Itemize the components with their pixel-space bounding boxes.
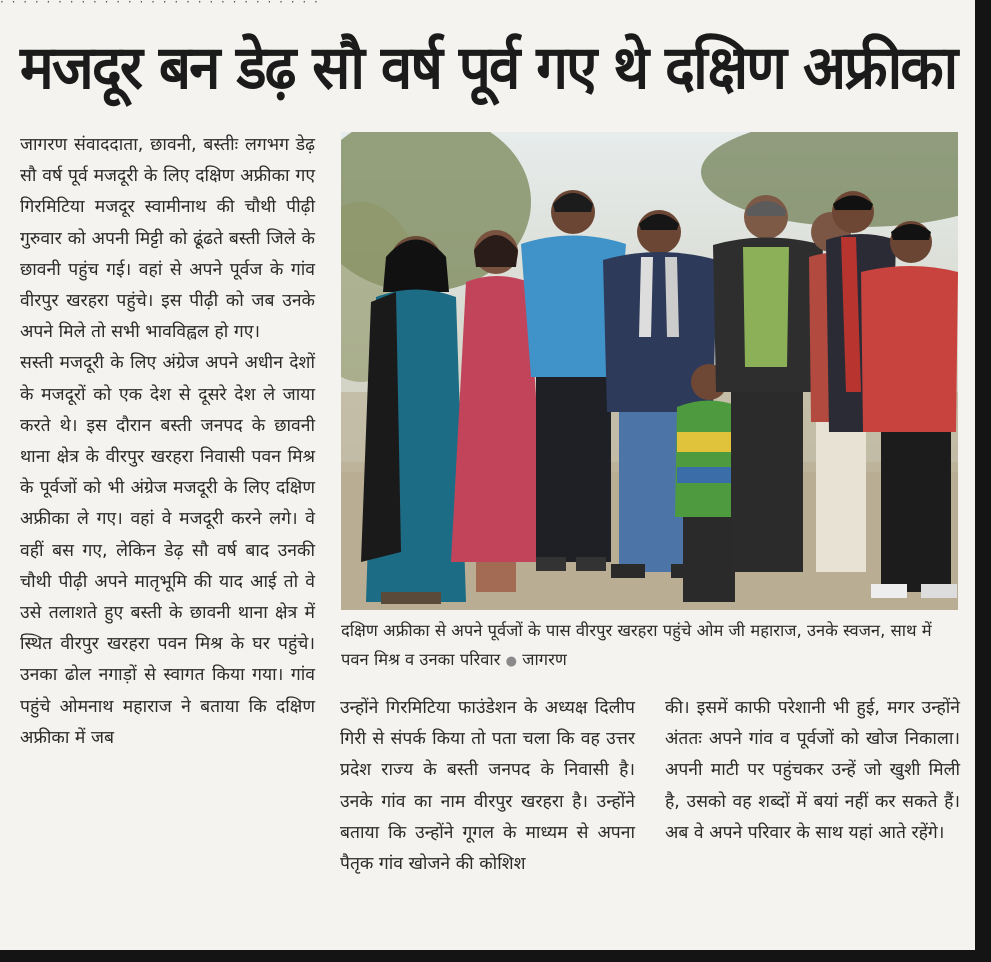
dark-border-bottom bbox=[0, 950, 991, 962]
dark-border-right bbox=[975, 0, 991, 962]
previous-article-remnant: · · · · · · · · · · · · · · · · · · · · · · · · · · · · bbox=[0, 0, 320, 9]
credit-separator: ● bbox=[505, 654, 518, 669]
news-photo bbox=[341, 132, 958, 610]
article-paragraph: की। इसमें काफी परेशानी भी हुई, मगर उन्होंने अंततः अपने गांव व पूर्वजों को खोज निकाला। अपनी माटी पर पहुंचकर उन्हें जो खुशी मिली है, उसको वह शब्दों में बयां नहीं कर सकते हैं। अब वे अपने परिवार के साथ यहां आते रहेंगे। bbox=[665, 698, 960, 843]
article-column-3 bbox=[665, 693, 960, 849]
headline: मजदूर बन डेढ़ सौ वर्ष पूर्व गए थे दक्षिण अफ्रीका bbox=[20, 33, 957, 103]
group-photo-illustration bbox=[341, 132, 958, 610]
article-column-2 bbox=[340, 693, 635, 880]
caption-text: दक्षिण अफ्रीका से अपने पूर्वजों के पास वीरपुर खरहरा पहुंचे ओम जी महाराज, उनके स्वजन, साथ में पवन मिश्र व उनका परिवार bbox=[341, 621, 932, 669]
article-column-1 bbox=[20, 130, 315, 754]
article-paragraph: सस्ती मजदूरी के लिए अंग्रेज अपने अधीन देशों के मजदूरों को एक देश से दूसरे देश ले जाया करते थे। इस दौरान बस्ती जनपद के छावनी थाना क्षेत्र के वीरपुर खरहरा निवासी पवन मिश्र के पूर्वजों को भी अंग्रेज मजदूरी के लिए दक्षिण अफ्रीका ले गए। वहां वे मजदूरी करने लगे। वे वहीं बस गए, लेकिन डेढ़ सौ वर्ष बाद उनकी चौथी पीढ़ी अपने मातृभूमि की याद आई तो वे उसे तलाशते हुए बस्ती के छावनी थाना क्षेत्र में स्थित वीरपुर खरहरा पवन मिश्र के घर पहुंचे। उनका ढोल नगाड़ों से स्वागत किया गया। गांव पहुंचे ओमनाथ महाराज ने बताया कि दक्षिण अफ्रीका में जब bbox=[20, 353, 315, 748]
photo-credit: जागरण bbox=[522, 650, 567, 669]
photo-caption bbox=[341, 616, 961, 676]
article-paragraph: उन्होंने गिरमिटिया फाउंडेशन के अध्यक्ष दिलीप गिरी से संपर्क किया तो पता चला कि वह उत्तर प्रदेश राज्य के बस्ती जनपद के निवासी है। उनके गांव का नाम वीरपुर खरहरा है। उन्होंने बताया कि उन्होंने गूगल के माध्यम से अपना पैतृक गांव खोजने की कोशिश bbox=[340, 698, 635, 875]
article-paragraph: जागरण संवाददाता, छावनी, बस्तीः लगभग डेढ़ सौ वर्ष पूर्व मजदूरी के लिए दक्षिण अफ्रीका गए गिरमिटिया मजदूर स्वामीनाथ की चौथी पीढ़ी गुरुवार को अपनी मिट्टी को ढूंढते बस्ती जिले के छावनी पहुंच गई। वहां से अपने पूर्वज के गांव वीरपुर खरहरा पहुंचे। इस पीढ़ी को जब उनके अपने मिले तो सभी भावविह्वल हो गए। bbox=[20, 135, 315, 343]
